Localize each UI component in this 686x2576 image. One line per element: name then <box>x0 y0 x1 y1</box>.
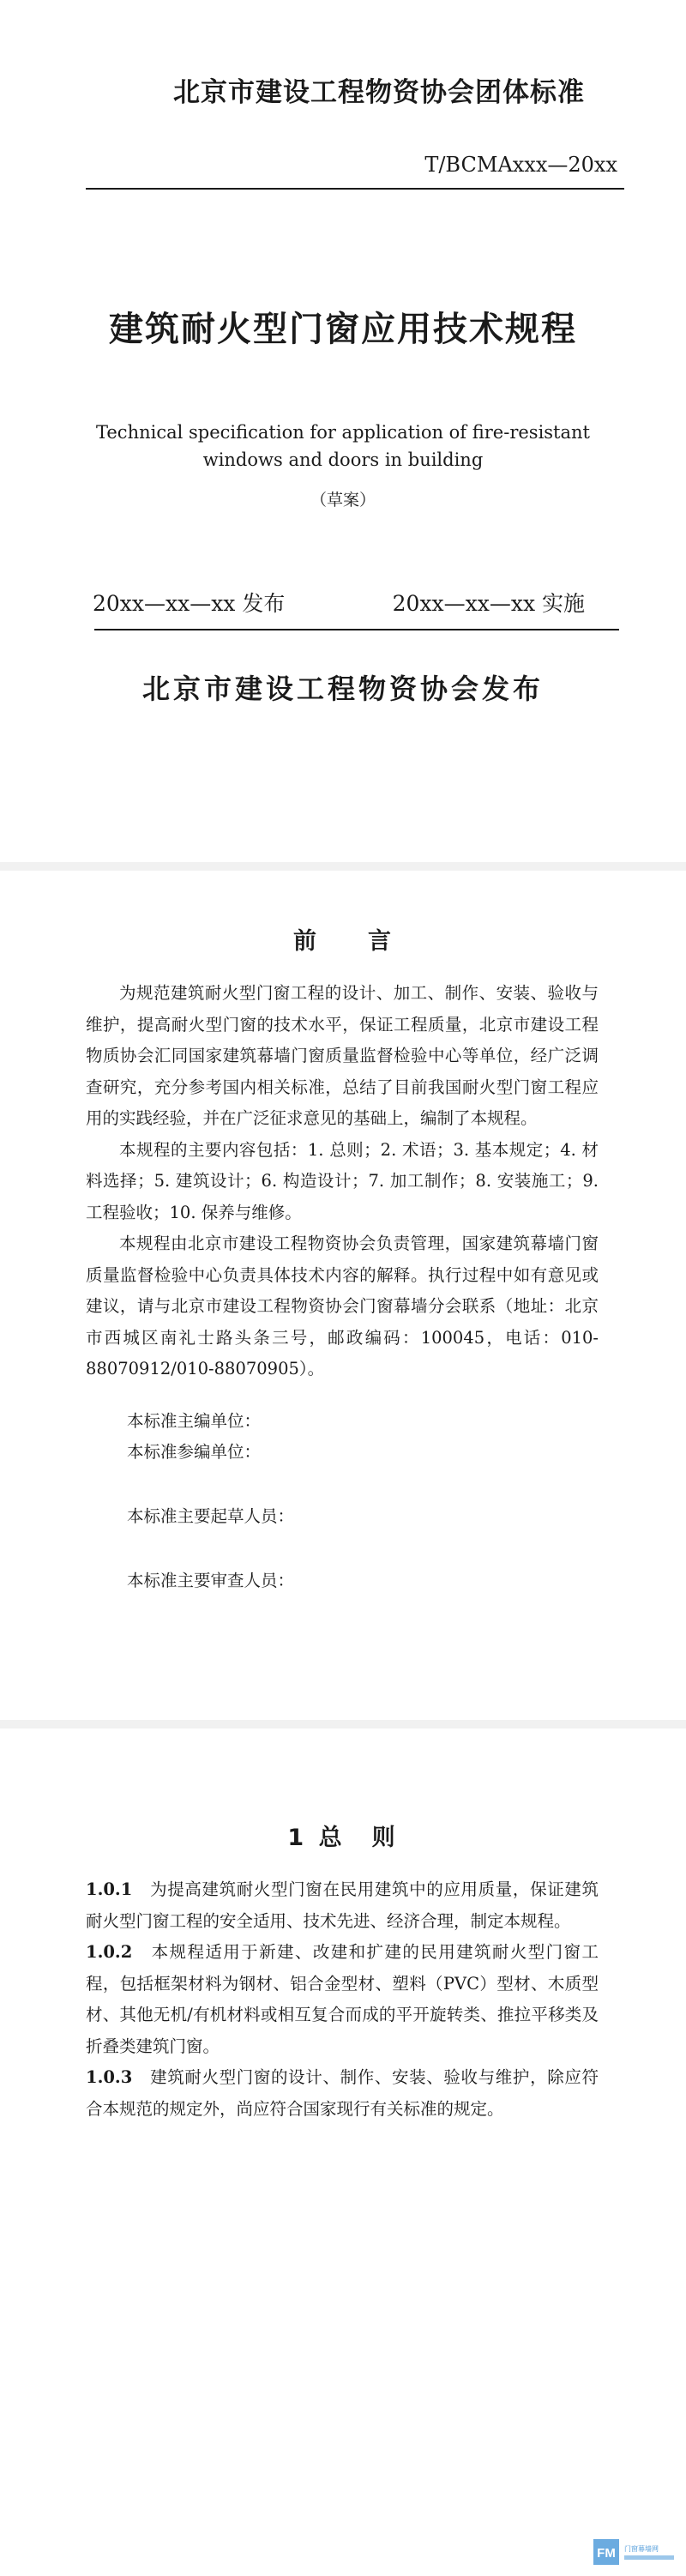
draft-label: （草案） <box>310 491 376 510</box>
organization-header: 北京市建设工程物资协会团体标准 <box>173 77 585 108</box>
preface-paragraph: 为规范建筑耐火型门窗工程的设计、加工、制作、安装、验收与维护，提高耐火型门窗的技术水平，保证工程质量，北京市建设工程物质协会汇同国家建筑幕墙门窗质量监督检验中心等单位，经广泛调查研究，充分参考国内相关标准，总结了目前我国耐火型门窗工程应用的实践经验，并在广泛征求意见的基础上，编制了本规程。 <box>86 983 599 1128</box>
participating-units: 本标准参编单位： <box>127 1442 262 1462</box>
english-title-line-1: Technical specification for application of fire-resistant <box>96 422 590 443</box>
english-title <box>0 419 686 474</box>
clause-text: 建筑耐火型门窗的设计、制作、安装、验收与维护，除应符合本规范的规定外，尚应符合国家现行有关标准的规定。 <box>86 2067 599 2119</box>
clause <box>86 1874 599 1937</box>
watermark-letters: FM <box>597 2546 616 2561</box>
implement-date: 20xx—xx—xx 实施 <box>392 591 585 616</box>
preface-page <box>0 871 686 1720</box>
standard-code: T/BCMAxxx—20xx <box>424 153 617 177</box>
chapter-page <box>0 1728 686 2576</box>
preface-body <box>86 978 599 1385</box>
clause-number: 1.0.2 <box>86 1942 133 1962</box>
preface-paragraph: 本规程的主要内容包括：1. 总则；2. 术语；3. 基本规定；4. 材料选择；5. 建筑设计；6. 构造设计；7. 加工制作；8. 安装施工；9. 工程验收；10. 保养与维修。 <box>86 1139 599 1222</box>
clause-number: 1.0.3 <box>86 2067 133 2087</box>
publisher: 北京市建设工程物资协会发布 <box>141 673 544 705</box>
date-rule <box>94 629 619 630</box>
clause-text: 本规程适用于新建、改建和扩建的民用建筑耐火型门窗工程，包括框架材料为钢材、铝合金型材、塑料（PVC）型材、木质型材、其他无机/有机材料或相互复合而成的平开旋转类、推拉平移类及折叠类建筑门窗。 <box>86 1942 599 2056</box>
publish-date: 20xx—xx—xx 发布 <box>93 591 286 616</box>
chapter-body <box>86 1874 599 2125</box>
header-rule <box>86 188 624 190</box>
chief-editor-units: 本标准主编单位： <box>127 1411 262 1431</box>
clause-text: 为提高建筑耐火型门窗在民用建筑中的应用质量，保证建筑耐火型门窗工程的安全适用、技术先进、经济合理，制定本规程。 <box>86 1879 599 1931</box>
watermark-logo-icon <box>592 2537 677 2567</box>
watermark-logo <box>592 2537 677 2567</box>
document-title: 建筑耐火型门窗应用技术规程 <box>109 310 577 349</box>
english-title-line-2: windows and doors in building <box>202 449 484 470</box>
clause <box>86 2062 599 2125</box>
preface-paragraph: 本规程由北京市建设工程物资协会负责管理，国家建筑幕墙门窗质量监督检验中心负责具体技术内容的解释。执行过程中如有意见或建议，请与北京市建设工程物资协会门窗幕墙分会联系（地址：北京市西城区南礼士路头条三号，邮政编码：100045，电话：010-88070912/010-88070905）。 <box>86 1234 599 1378</box>
clause-number: 1.0.1 <box>86 1879 133 1899</box>
preface-title: 前 言 <box>293 928 393 955</box>
main-reviewers: 本标准主要审查人员： <box>127 1571 295 1590</box>
main-drafters: 本标准主要起草人员： <box>127 1506 295 1526</box>
chapter-title: 1 总 则 <box>287 1825 399 1851</box>
clause <box>86 1937 599 2062</box>
cover-page <box>0 0 686 862</box>
watermark-caption: 门窗幕墙网 <box>624 2545 659 2553</box>
